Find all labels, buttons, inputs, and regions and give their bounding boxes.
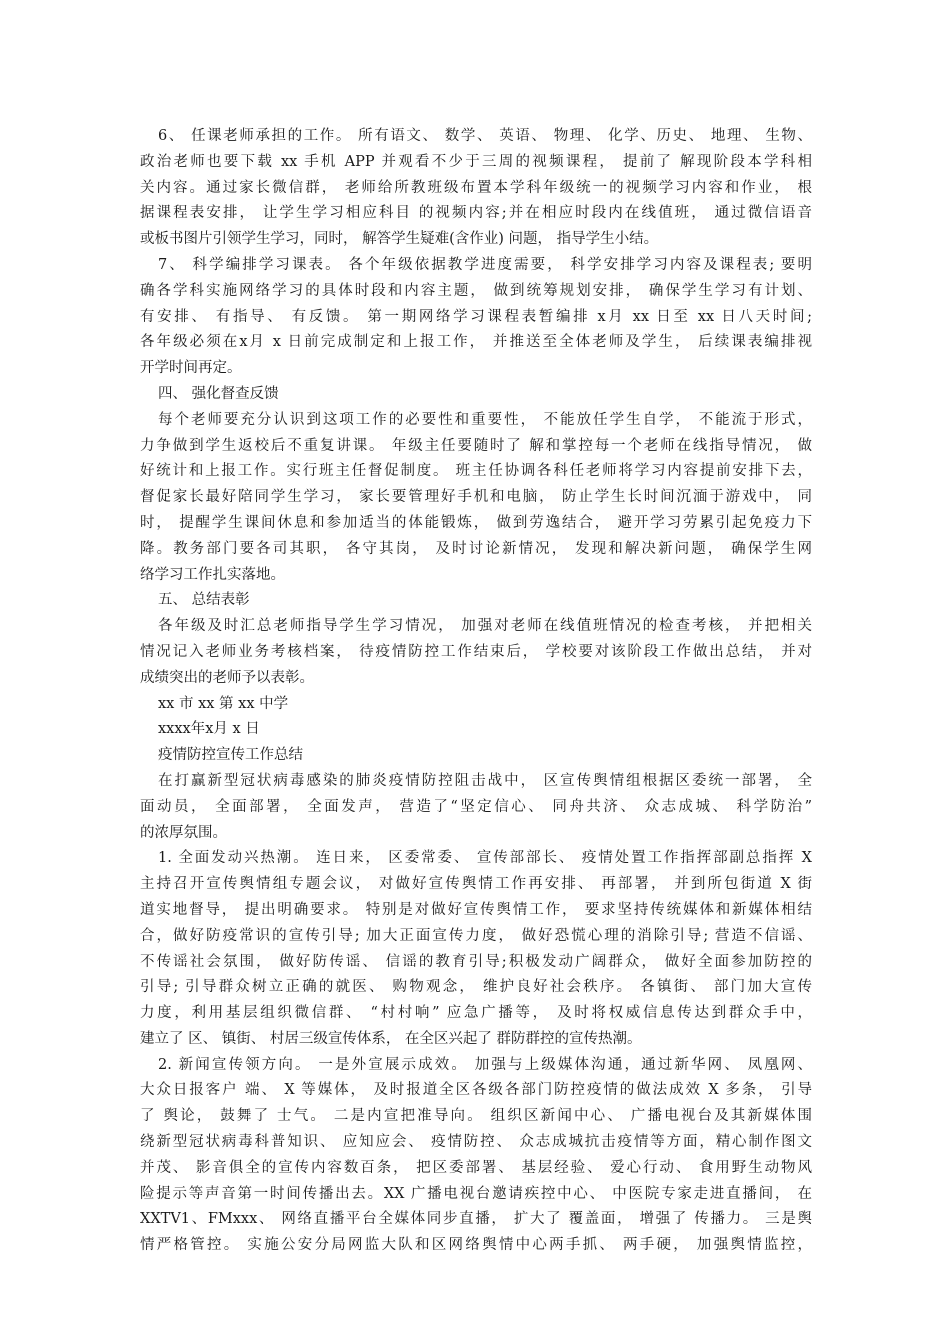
text-line: 大众日报客户 端、 X 等媒体， 及时报道全区各级各部门防控疫情的做法成效 X 多条， 引导 — [140, 1082, 812, 1099]
text-line: 引导; 引导群众树立正确的就医、 购物观念， 维护良好社会秩序。 各镇街、 部门加大宣传 — [140, 979, 812, 996]
text-line: 并茂、 影音俱全的宣传内容数百条， 把区委部署、 基层经验、 爱心行动、 食用野生动物风 — [140, 1159, 812, 1176]
text-line: 合，做好防疫常识的宣传引导; 加大正面宣传力度， 做好恐慌心理的消除引导; 营造不信谣、 — [140, 927, 812, 944]
text-line: 好统计和上报工作。实行班主任督促制度。 班主任协调各科任老师将学习内容提前安排下去， — [140, 463, 812, 480]
text-line: 有安排、 有指导、 有反馈。 第一期网络学习课程表暂编排 x月 xx 日至 xx 日八天时间; — [140, 308, 812, 325]
text-line: 开学时间再定。 — [140, 360, 242, 377]
text-line: 不传谣社会氛围， 做好防传谣、 信谣的教育引导;积极发动广阔群众， 做好全面参加防控的 — [140, 953, 812, 970]
text-line: 6、 任课老师承担的工作。 所有语文、 数学、 英语、 物理、 化学、历史、 地理、 生物、 — [158, 128, 812, 144]
text-line: 情严格管控。 实施公安分局网监大队和区网络舆情中心两手抓、 两手硬， 加强舆情监控， — [140, 1237, 812, 1254]
text-line: 政治老师也要下载 xx 手机 APP 并观看不少于三周的视频课程， 提前了 解现阶段本学科相 — [140, 153, 812, 170]
text-line: 绕新型冠状病毒科普知识、 应知应会、 疫情防控、 众志成城抗击疫情等方面，精心制作图文 — [140, 1134, 812, 1151]
text-line: 道实地督导， 提出明确要求。 特别是对做好宣传舆情工作， 要求坚持传统媒体和新媒体相结 — [140, 901, 812, 918]
text-line: 督促家长最好陪同学生学习， 家长要管理好手机和电脑， 防止学生长时间沉湎于游戏中， 同 — [140, 489, 812, 506]
text-line: 据课程表安排， 让学生学习相应科目 的视频内容;并在相应时段内在线值班， 通过微信语音 — [140, 205, 812, 222]
text-line: 在打赢新型冠状病毒感染的肺炎疫情防控阻击战中， 区宣传舆情组根据区委统一部署， 全 — [158, 772, 812, 789]
text-line: 2. 新闻宣传领方向。 一是外宣展示成效。 加强与上级媒体沟通，通过新华网、 凤凰网、 — [158, 1056, 812, 1073]
text-line: 各年级必须在x月 x 日前完成制定和上报工作， 并推送至全体老师及学生， 后续课表编排视 — [140, 334, 812, 351]
text-line: 主持召开宣传舆情组专题会议， 对做好宣传舆情工作再安排、 再部署， 并到所包街道 X 街 — [140, 876, 812, 893]
section-heading: 五、 总结表彰 — [158, 592, 250, 609]
text-line: 关内容。通过家长微信群， 老师给所教班级布置本学科年级统一的视频学习内容和作业， 根 — [140, 179, 812, 196]
article-title: 疫情防控宣传工作总结 — [158, 747, 303, 764]
text-line: 成绩突出的老师予以表彰。 — [140, 669, 314, 686]
text-line: 降。教务部门要各司其职， 各守其岗， 及时讨论新情况， 发现和解决新问题， 确保学生网 — [140, 540, 812, 557]
signature-date: xxxx年x月 x 日 — [158, 721, 260, 738]
text-line: 情况记入老师业务考核档案， 待疫情防控工作结束后， 学校要对该阶段工作做出总结， 并对 — [140, 643, 812, 660]
text-line: 险提示等声音第一时间传播出去。XX 广播电视台邀请疾控中心、 中医院专家走进直播间， 在 — [140, 1185, 812, 1202]
school-signature: xx 市 xx 第 xx 中学 — [158, 695, 289, 712]
text-line: XXTV1、FMxxx、 网络直播平台全媒体同步直播， 扩大了 覆盖面， 增强了 传播力。 三是舆 — [140, 1211, 812, 1228]
text-line: 7、 科学编排学习课表。 各个年级依据教学进度需要， 科学安排学习内容及课程表; 要明 — [158, 256, 812, 273]
text-line: 力争做到学生返校后不重复讲课。 年级主任要随时了 解和掌控每一个老师在线指导情况， 做 — [140, 437, 812, 454]
text-line: 了 舆论， 鼓舞了 士气。 二是内宣把准导向。 组织区新闻中心、 广播电视台及其新媒体围 — [140, 1108, 812, 1125]
text-line: 建立了 区、 镇街、 村居三级宣传体系， 在全区兴起了 群防群控的宣传热潮。 — [140, 1030, 642, 1047]
text-line: 确各学科实施网络学习的具体时段和内容主题， 做到统筹规划安排， 确保学生学习有计划、 — [140, 282, 812, 299]
text-line: 力度，利用基层组织微信群、 “村村响” 应急广播等， 及时将权威信息传达到群众手中， — [140, 1005, 812, 1022]
text-line: 各年级及时汇总老师指导学生学习情况， 加强对老师在线值班情况的检查考核， 并把相关 — [158, 618, 812, 635]
text-line: 的浓厚氛围。 — [140, 824, 227, 841]
text-line: 时， 提醒学生课间休息和参加适当的体能锻炼， 做到劳逸结合， 避开学习劳累引起免疫力下 — [140, 514, 812, 531]
text-line: 络学习工作扎实落地。 — [140, 566, 285, 583]
text-line: 1. 全面发动兴热潮。 连日来， 区委常委、 宣传部部长、 疫情处置工作指挥部副总指挥 X — [158, 850, 812, 867]
text-line: 面动员， 全面部署， 全面发声， 营造了“坚定信心、 同舟共济、 众志成城、 科学防治” — [140, 798, 812, 815]
document-body — [140, 124, 812, 1259]
text-line: 每个老师要充分认识到这项工作的必要性和重要性， 不能放任学生自学， 不能流于形式， — [158, 411, 812, 428]
section-heading: 四、 强化督查反馈 — [158, 385, 279, 402]
text-line: 或板书图片引领学生学习，同时， 解答学生疑难(含作业) 问题， 指导学生小结。 — [140, 231, 659, 248]
